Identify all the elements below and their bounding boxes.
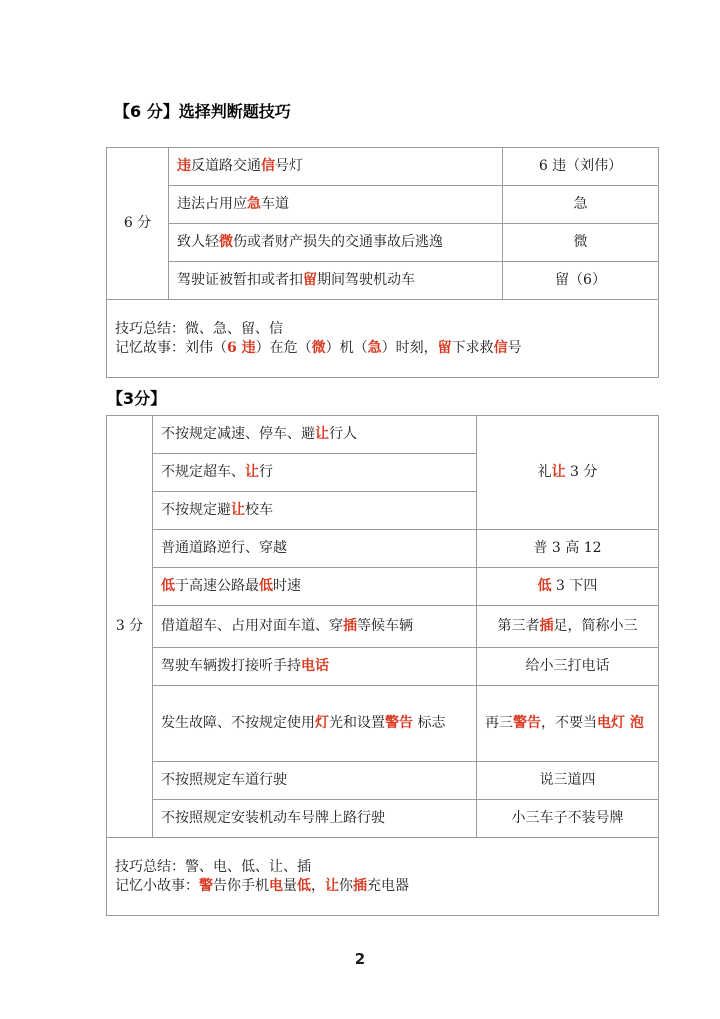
highlighted-keyword: 急: [247, 196, 261, 213]
mnemonic-cell: [477, 762, 659, 800]
rule-item: [153, 648, 477, 686]
rule-item: [153, 454, 477, 492]
three-point-table: [106, 415, 659, 916]
highlighted-keyword: 让: [551, 464, 566, 481]
group-label-6: 6 分: [107, 148, 169, 300]
highlighted-keyword: 低: [537, 578, 552, 595]
six-point-table: [106, 147, 659, 378]
text-segment: 充电器: [367, 877, 409, 894]
text-segment: 足，简称小三: [553, 618, 638, 635]
text-segment: 3 下四: [551, 578, 598, 595]
summary-block: [107, 300, 659, 378]
text-segment: 致人轻: [177, 234, 219, 251]
text-segment: 留（6）: [555, 272, 606, 289]
text-segment: 驾驶证被暂扣或者扣: [177, 272, 303, 289]
text-segment: 行: [259, 464, 273, 481]
highlighted-keyword: 让: [231, 502, 245, 519]
rule-item: [153, 606, 477, 648]
rule-item: [153, 762, 477, 800]
highlighted-keyword: 电: [269, 877, 283, 894]
highlighted-keyword: 留: [437, 339, 452, 356]
highlighted-keyword: 低: [259, 578, 273, 595]
text-segment: 记忆故事：刘伟（: [115, 339, 227, 356]
text-segment: 借道超车、占用对面车道、穿: [161, 618, 343, 635]
highlighted-keyword: 让: [245, 464, 259, 481]
mnemonic-cell: [477, 606, 659, 648]
group-label-3: 3 分: [107, 416, 153, 838]
text-segment: 下求救: [451, 339, 494, 356]
text-segment: ）在危（: [255, 339, 312, 356]
highlighted-keyword: 插: [539, 618, 554, 635]
text-segment: 不按照规定安装机动车号牌上路行驶: [161, 810, 385, 827]
mnemonic-cell: [477, 648, 659, 686]
text-segment: 期间驾驶机动车: [317, 272, 415, 289]
mnemonic-cell: [477, 568, 659, 606]
highlighted-keyword: 警: [199, 877, 213, 894]
text-segment: 第三者: [497, 618, 540, 635]
text-segment: 不按规定减速、停车、避: [161, 426, 315, 443]
mnemonic-cell: [503, 186, 659, 224]
text-segment: 给小三打电话: [525, 658, 610, 675]
text-segment: 3 分: [565, 464, 598, 481]
highlighted-keyword: 警告: [513, 715, 541, 732]
text-segment: 说三道四: [539, 772, 596, 789]
text-segment: 不规定超车、: [161, 464, 245, 481]
highlighted-keyword: 留: [303, 272, 317, 289]
highlighted-keyword: 微: [219, 234, 233, 251]
text-segment: 伤或者财产损失的交通事故后逃逸: [233, 234, 443, 251]
text-segment: 礼: [537, 464, 552, 481]
rule-item: [153, 686, 477, 762]
text-segment: 告你手机: [213, 877, 269, 894]
section1-heading: 【6 分】选择判断题技巧: [114, 102, 291, 121]
text-segment: 技巧总结：微、急、留、信: [115, 320, 283, 337]
tip-summary: [115, 320, 650, 339]
text-segment: 标志: [413, 715, 446, 732]
text-segment: 不按照规定车道行驶: [161, 772, 287, 789]
text-segment: 违法占用应: [177, 196, 247, 213]
text-segment: ，不要当: [541, 715, 597, 732]
highlighted-keyword: 急: [367, 339, 382, 356]
rule-item: [153, 530, 477, 568]
rule-item: [169, 186, 503, 224]
text-segment: 时速: [273, 578, 301, 595]
highlighted-keyword: 低: [161, 578, 175, 595]
text-segment: 不按规定避: [161, 502, 231, 519]
text-segment: 普通道路逆行、穿越: [161, 540, 287, 557]
mnemonic-cell: [503, 148, 659, 186]
tip-summary: [115, 858, 650, 877]
mnemonic-cell: [503, 224, 659, 262]
text-segment: ，: [311, 877, 325, 894]
mnemonic-cell: [477, 686, 659, 762]
text-segment: 车道: [261, 196, 289, 213]
highlighted-keyword: 微: [311, 339, 326, 356]
text-segment: 发生故障、不按规定使用: [161, 715, 315, 732]
highlighted-keyword: 电灯 泡: [597, 715, 644, 732]
text-segment: 等候车辆: [357, 618, 413, 635]
highlighted-keyword: 插: [353, 877, 367, 894]
text-segment: 技巧总结：警、电、低、让、插: [115, 858, 311, 875]
highlighted-keyword: 违: [177, 158, 191, 175]
text-segment: 校车: [245, 502, 273, 519]
highlighted-keyword: 信: [493, 339, 508, 356]
text-segment: 你: [339, 877, 353, 894]
rule-item: [153, 568, 477, 606]
highlighted-keyword: 信: [261, 158, 275, 175]
text-segment: 记忆小故事：: [115, 877, 199, 894]
rule-item: [169, 148, 503, 186]
highlighted-keyword: 插: [343, 618, 357, 635]
rule-item: [153, 492, 477, 530]
text-segment: ）机（: [325, 339, 368, 356]
text-segment: 普 3 高 12: [533, 540, 602, 557]
text-segment: 驾驶车辆拨打接听手持: [161, 658, 301, 675]
memory-story: [115, 877, 650, 896]
highlighted-keyword: 警告: [385, 715, 413, 732]
summary-block: [107, 838, 659, 916]
highlighted-keyword: 低: [297, 877, 311, 894]
rule-item: [169, 224, 503, 262]
text-segment: 光和设置: [329, 715, 385, 732]
mnemonic-cell: [503, 262, 659, 300]
text-segment: 急: [573, 196, 588, 213]
text-segment: 行人: [329, 426, 357, 443]
text-segment: 小三车子不装号牌: [511, 810, 624, 827]
highlighted-keyword: 电话: [301, 658, 329, 675]
memory-story: [115, 339, 650, 358]
highlighted-keyword: 6 违: [227, 339, 256, 356]
text-segment: 再三: [485, 715, 513, 732]
mnemonic-cell: [477, 800, 659, 838]
highlighted-keyword: 让: [315, 426, 329, 443]
text-segment: ）时刻，: [381, 339, 438, 356]
text-segment: 号灯: [275, 158, 303, 175]
section2-heading: 【3分】: [107, 389, 167, 408]
text-segment: 于高速公路最: [175, 578, 259, 595]
highlighted-keyword: 灯: [315, 715, 329, 732]
highlighted-keyword: 让: [325, 877, 339, 894]
mnemonic-cell: [477, 416, 659, 530]
text-segment: 6 违（刘伟）: [538, 158, 623, 175]
text-segment: 量: [283, 877, 297, 894]
rule-item: [169, 262, 503, 300]
text-segment: 反道路交通: [191, 158, 261, 175]
mnemonic-cell: [477, 530, 659, 568]
rule-item: [153, 416, 477, 454]
rule-item: [153, 800, 477, 838]
page-number: 2: [354, 950, 366, 968]
text-segment: 微: [573, 234, 588, 251]
text-segment: 号: [507, 339, 522, 356]
